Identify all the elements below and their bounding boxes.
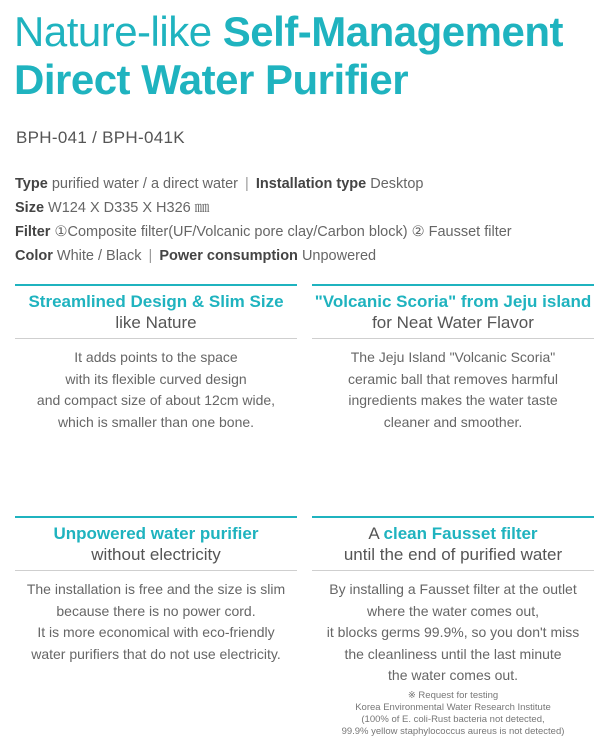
feature-description	[312, 571, 594, 687]
feature-line: and compact size of about 12cm wide,	[36, 392, 276, 408]
feature-heading	[312, 518, 594, 565]
feature-heading	[15, 518, 297, 565]
feature-heading	[312, 286, 594, 333]
feature-line: cleaner and smoother.	[383, 413, 523, 430]
spec-list	[15, 172, 605, 268]
feature-description	[15, 571, 297, 665]
feature-volcanic-scoria	[312, 284, 594, 433]
feature-line: the cleanliness until the last minute	[344, 645, 562, 662]
spec-row-size	[15, 196, 605, 220]
feature-heading-light: like Nature	[115, 313, 197, 332]
feature-slim-design	[15, 284, 297, 433]
feature-heading-bold: clean Fausset filter	[383, 524, 538, 543]
spec-power-label: Power consumption	[159, 248, 298, 264]
spec-size-value: W124 X D335 X H326 ㎜	[48, 200, 210, 216]
feature-fausset-filter	[312, 516, 594, 687]
feature-description	[312, 339, 594, 433]
spec-separator: |	[148, 248, 153, 264]
feature-line: because there is no power cord.	[56, 602, 256, 619]
feature-heading-bold: Unpowered water purifier	[53, 524, 259, 543]
note-line: (100% of E. coli-Rust bacteria not detected,	[361, 714, 545, 725]
feature-line: ingredients makes the water taste	[348, 392, 558, 408]
spec-color-value: White / Black	[56, 248, 142, 264]
feature-heading-light: for Neat Water Flavor	[372, 313, 534, 332]
title-bold-2: Direct Water Purifier	[14, 56, 409, 103]
spec-type-value: purified water / a direct water	[51, 176, 238, 192]
testing-note	[312, 690, 594, 738]
feature-unpowered	[15, 516, 297, 665]
title-bold-1: Self-Management	[222, 8, 563, 55]
feature-line: ceramic ball that removes harmful	[347, 370, 559, 387]
feature-line: The installation is free and the size is slim	[26, 581, 286, 597]
feature-heading	[15, 286, 297, 333]
spec-row-filter	[15, 220, 605, 244]
spec-row-color	[15, 244, 605, 268]
spec-color-label: Color	[15, 248, 53, 264]
spec-filter-label: Filter	[15, 224, 51, 240]
feature-line: It is more economical with eco-friendly	[37, 624, 275, 640]
page-title	[14, 8, 604, 104]
feature-line: the water comes out.	[388, 667, 518, 683]
spec-installation-value: Desktop	[370, 176, 424, 192]
feature-line: where the water comes out,	[367, 602, 539, 619]
feature-line: it blocks germs 99.9%, so you don't miss	[326, 624, 580, 640]
feature-description	[15, 339, 297, 433]
model-number: BPH-041 / BPH-041K	[16, 128, 185, 147]
feature-line: By installing a Fausset filter at the outlet	[329, 581, 577, 597]
spec-size-label: Size	[15, 200, 45, 216]
spec-type-label: Type	[15, 176, 48, 192]
feature-line: It adds points to the space	[74, 349, 238, 365]
spec-filter-value: ①Composite filter(UF/Volcanic pore clay/Carbon block) ② Fausset filter	[54, 224, 512, 240]
feature-line: water purifiers that do not use electricity.	[31, 645, 281, 662]
feature-heading-prefix: A	[368, 524, 384, 543]
spec-row-type	[15, 172, 605, 196]
feature-heading-bold: Streamlined Design & Slim Size	[28, 292, 284, 311]
spec-separator: |	[245, 176, 249, 192]
spec-installation-label: Installation type	[255, 176, 367, 192]
note-line: ※ Request for testing	[407, 690, 499, 701]
note-line: Korea Environmental Water Research Institute	[355, 702, 551, 713]
feature-heading-bold: "Volcanic Scoria" from Jeju island	[314, 292, 592, 311]
feature-heading-light: without electricity	[91, 545, 221, 564]
feature-line: with its flexible curved design	[65, 370, 247, 387]
feature-line: The Jeju Island "Volcanic Scoria"	[350, 349, 556, 365]
title-light: Nature-like	[14, 8, 223, 55]
note-line: 99.9% yellow staphylococcus aureus is not detected)	[341, 726, 565, 737]
feature-line: which is smaller than one bone.	[57, 413, 255, 430]
spec-power-value: Unpowered	[301, 248, 377, 264]
feature-heading-light: until the end of purified water	[343, 545, 563, 564]
